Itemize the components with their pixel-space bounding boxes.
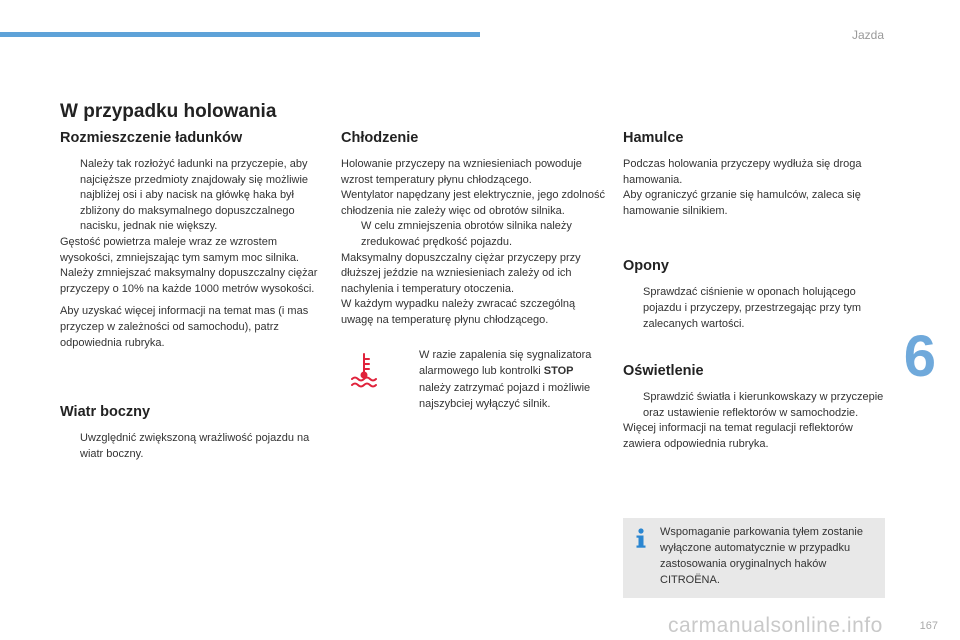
warning-text-after: należy zatrzymać pojazd i możliwie najszybciej wyłączyć silnik. (419, 381, 591, 411)
lighting-para: Więcej informacji na temat regulacji reflektorów zawiera odpowiednia rubryka. (623, 422, 853, 450)
info-box (623, 518, 885, 598)
heading-tyres: Opony (623, 258, 669, 275)
page-number: 167 (919, 620, 938, 632)
warning-text-before: W razie zapalenia się sygnalizatora alarmowego lub kontrolki (419, 348, 592, 378)
bullet-warning (397, 347, 606, 413)
bullet-lighting (623, 390, 891, 421)
bullet-wind-text: Uwzględnić zwiększoną wrażliwość pojazdu na wiatr boczny. (80, 432, 310, 460)
top-accent-bar (0, 32, 480, 37)
column-middle (341, 129, 606, 413)
watermark: carmanualsonline.info (668, 614, 883, 637)
cooling-para-4: W każdym wypadku należy zwracać szczególną uwagę na temperaturę płynu chłodzącego. (341, 298, 576, 326)
heading-brakes: Hamulce (623, 130, 684, 146)
heading-cooling: Chłodzenie (341, 130, 419, 146)
bullet-wind (60, 431, 318, 462)
bullet-tyres-text: Sprawdzać ciśnienie w oponach holującego pojazdu i przyczepy, przestrzegając przy tym zalecanych wartości. (643, 286, 862, 330)
cooling-para-2: Wentylator napędzany jest elektrycznie, jego zdolność chłodzenia nie zależy więc od obrotów silnika. (341, 189, 605, 217)
coolant-warning (341, 347, 606, 413)
bullet-cooling-text: W celu zmniejszenia obrotów silnika należy zredukować prędkość pojazdu. (361, 220, 572, 248)
brakes-para-2: Aby ograniczyć grzanie się hamulców, zaleca się hamowanie silnikiem. (623, 189, 861, 217)
load-para-2: Aby uzyskać więcej informacji na temat mas (i mas przyczep w zależności od samochodu), patrz odpowiednia rubryka. (60, 305, 309, 349)
coolant-temperature-warning-icon (349, 351, 379, 391)
cooling-para-1: Holowanie przyczepy na wzniesieniach powoduje wzrost temperatury płynu chłodzącego. (341, 158, 582, 186)
bullet-lighting-text: Sprawdzić światła i kierunkowskazy w przyczepie oraz ustawienie reflektorów w samochodzie. (643, 391, 884, 419)
load-para-1: Gęstość powietrza maleje wraz ze wzrostem wysokości, zmniejszając tym samym moc silnika. Należy zmniejszać maksymalny dopuszczalny ciężar przyczepy o 10% na każde 1000 metrów wysokości. (60, 235, 318, 295)
cooling-para-3: Maksymalny dopuszczalny ciężar przyczepy przy dłuższej jeździe na wzniesieniach zależy od ich nachylenia i temperatury otoczenia. (341, 251, 581, 295)
chapter-number: 6 (903, 324, 936, 389)
page-title: W przypadku holowania (60, 101, 277, 122)
bullet-load (60, 157, 318, 235)
bullet-tyres (623, 285, 891, 332)
heading-wind: Wiatr boczny (60, 404, 151, 421)
bullet-load-text: Należy tak rozłożyć ładunki na przyczepie, aby najcięższe przedmioty znajdowały się możliwie najbliżej osi i aby nacisk na główkę haka był zbliżony do maksymalnego dopuszczalnego nacisku, jednak nie większy. (80, 158, 309, 233)
stop-label: STOP (543, 365, 574, 378)
column-left (60, 129, 318, 462)
section-name: Jazda (851, 28, 884, 42)
heading-lighting: Oświetlenie (623, 363, 704, 380)
bullet-cooling (341, 219, 606, 250)
brakes-para-1: Podczas holowania przyczepy wydłuża się droga hamowania. (623, 158, 862, 186)
heading-load: Rozmieszczenie ładunków (60, 130, 243, 146)
info-text: Wspomaganie parkowania tyłem zostanie wyłączone automatycznie w przypadku zastosowania oryginalnych haków CITROËNA. (660, 526, 863, 586)
info-icon (633, 528, 649, 548)
column-right (623, 129, 891, 453)
